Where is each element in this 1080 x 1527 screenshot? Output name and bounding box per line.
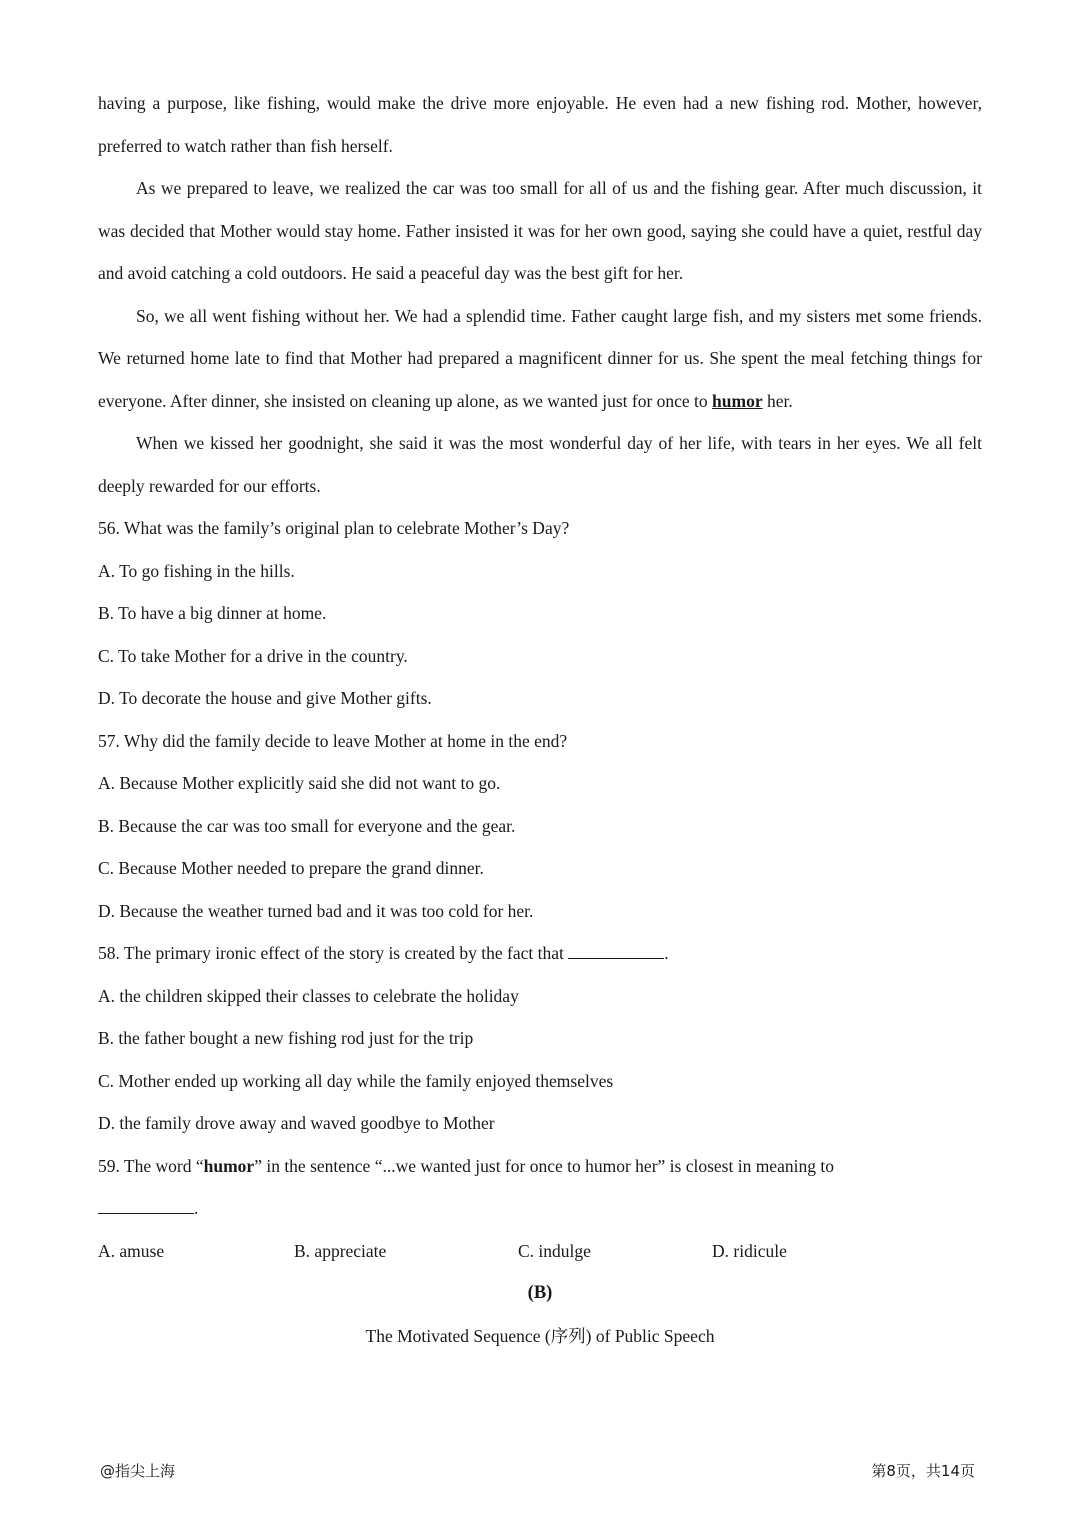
question-57-stem: 57. Why did the family decide to leave Mother at home in the end? — [98, 730, 568, 751]
question-59-stem-start: 59. The word “ — [98, 1155, 204, 1176]
question-57-option-a[interactable]: A. Because Mother explicitly said she did not want to go. — [98, 773, 501, 793]
paragraph-3-text: So, we all went fishing without her. We had a splendid time. Father caught large fish, and my sisters met some friends. We returned home late to find that Mother had prepared a magnificent dinner for us. She spent the meal fetching things for everyone. After dinner, she insisted on cleaning up alone, as we wanted just for once to — [98, 305, 982, 411]
passage-paragraph-1: having a purpose, like fishing, would make the drive more enjoyable. He even had a new fishing rod. Mother, however, preferred to watch rather than fish herself. — [98, 93, 982, 156]
question-59-stem-rest: ” in the sentence “...we wanted just for once to humor her” is closest in meaning to — [254, 1155, 834, 1176]
paragraph-3-end: her. — [762, 390, 793, 411]
question-59-keyword: humor — [203, 1155, 255, 1176]
question-56-stem: 56. What was the family’s original plan to celebrate Mother’s Day? — [98, 518, 570, 538]
question-56-option-a[interactable]: A. To go fishing in the hills. — [98, 560, 295, 581]
passage-paragraph-2: As we prepared to leave, we realized the car was too small for all of us and the fishing gear. After much discussion, it was decided that Mother would stay home. Father insisted it was for her own good, saying she could have a quiet, restful day and avoid catching a cold outdoors. He said a peaceful day was the best gift for her. — [98, 178, 982, 283]
keyword-humor: humor — [712, 390, 763, 411]
question-58-stem-text: 58. The primary ironic effect of the story is created by the fact that — [98, 943, 564, 963]
question-59-blank-line — [98, 1187, 982, 1230]
answer-blank — [568, 942, 664, 959]
question-59-option-b[interactable]: B. appreciate — [294, 1240, 387, 1261]
question-56-option-c[interactable]: C. To take Mother for a drive in the country. — [98, 645, 408, 666]
question-59-option-a[interactable]: A. amuse — [98, 1240, 165, 1261]
question-58-option-c[interactable]: C. Mother ended up working all day while the family enjoyed themselves — [98, 1070, 614, 1091]
question-59-stem-end: . — [194, 1198, 199, 1218]
footer-source: @指尖上海 — [100, 1462, 176, 1480]
question-58-stem-end: . — [664, 943, 669, 963]
question-59-options — [98, 1230, 982, 1273]
question-58-option-b[interactable]: B. the father bought a new fishing rod just for the trip — [98, 1028, 474, 1048]
question-56-option-b[interactable]: B. To have a big dinner at home. — [98, 603, 327, 623]
passage-paragraph-3 — [98, 295, 982, 423]
question-57-option-d[interactable]: D. Because the weather turned bad and it was too cold for her. — [98, 900, 534, 921]
question-57-option-c[interactable]: C. Because Mother needed to prepare the grand dinner. — [98, 858, 484, 878]
question-58-stem — [98, 932, 982, 975]
passage-paragraph-4: When we kissed her goodnight, she said it was the most wonderful day of her life, with tears in her eyes. We all felt deeply rewarded for our efforts. — [98, 433, 982, 496]
question-59-stem — [98, 1145, 982, 1188]
section-title: The Motivated Sequence (序列) of Public Speech — [365, 1325, 715, 1346]
question-58-option-a[interactable]: A. the children skipped their classes to celebrate the holiday — [98, 985, 519, 1006]
question-59-option-d[interactable]: D. ridicule — [712, 1240, 787, 1261]
question-57-option-b[interactable]: B. Because the car was too small for everyone and the gear. — [98, 815, 516, 836]
question-59-option-c[interactable]: C. indulge — [518, 1240, 591, 1261]
document-page — [98, 82, 982, 1357]
section-label: (B) — [527, 1283, 553, 1303]
footer-page-number: 第8页，共14页 — [871, 1462, 975, 1480]
question-58-option-d[interactable]: D. the family drove away and waved goodbye to Mother — [98, 1113, 495, 1133]
question-56-option-d[interactable]: D. To decorate the house and give Mother gifts. — [98, 688, 432, 708]
answer-blank — [98, 1197, 194, 1214]
